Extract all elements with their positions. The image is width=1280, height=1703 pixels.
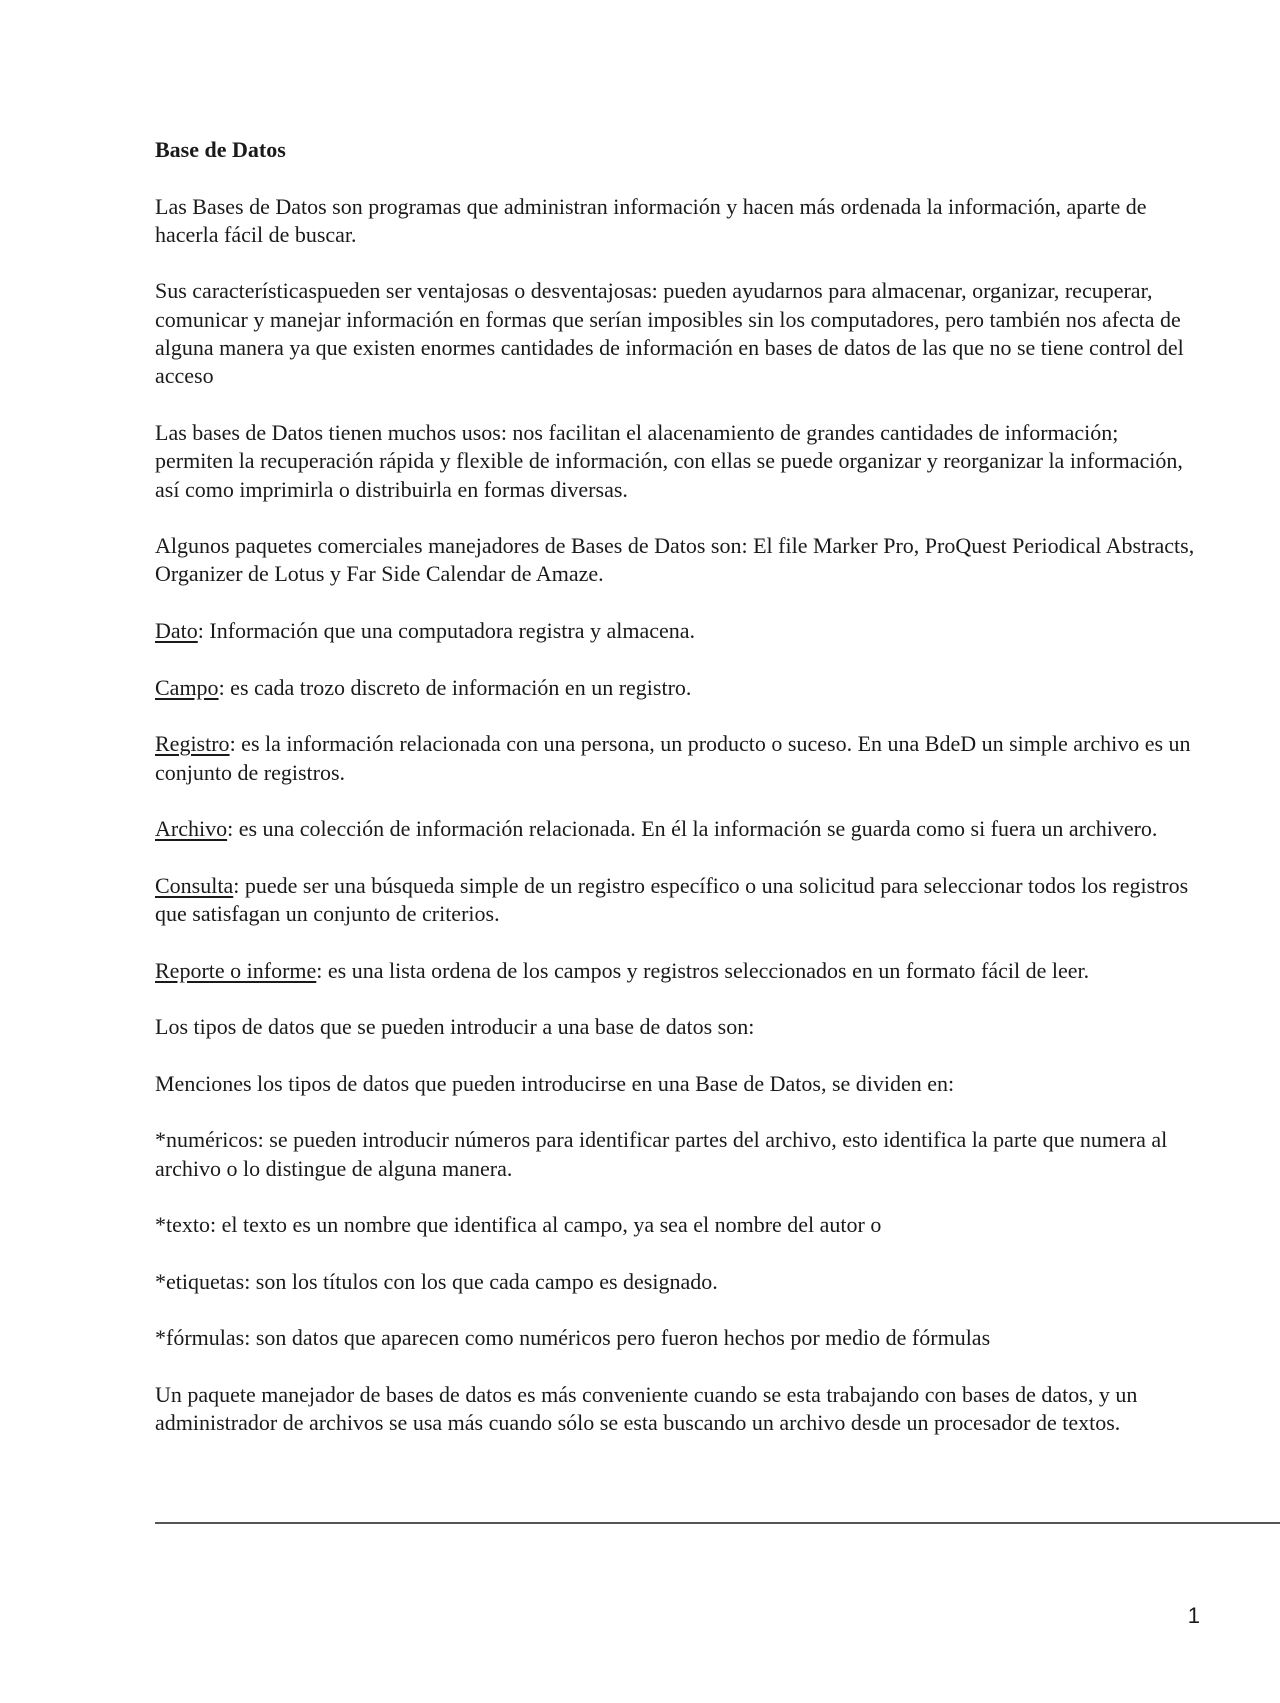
definition-reporte — [155, 957, 1200, 985]
type-etiquetas: *etiquetas: son los títulos con los que cada campo es designado. — [155, 1268, 718, 1294]
term-archivo: Archivo — [155, 816, 228, 842]
document-body — [155, 136, 1200, 1466]
definition-campo-text: : es cada trozo discreto de información en un registro. — [218, 674, 692, 700]
type-formulas: *fórmulas: son datos que aparecen como numéricos pero fueron hechos por medio de fórmulas — [155, 1325, 991, 1351]
paragraph-closing: Un paquete manejador de bases de datos es más conveniente cuando se esta trabajando con bases de datos, y un administrador de archivos se usa más cuando sólo se esta buscando un archivo desde un procesador de textos. — [155, 1382, 1138, 1436]
definition-consulta — [155, 872, 1200, 929]
term-campo: Campo — [155, 674, 219, 700]
definition-campo — [155, 674, 1200, 702]
paragraph-uses: Las bases de Datos tienen muchos usos: nos facilitan el alacenamiento de grandes cantidades de información; permiten la recuperación rápida y flexible de información, con ellas se puede organizar y reorganizar la información, así como imprimirla o distribuirla en formas diversas. — [155, 419, 1183, 502]
footer-divider — [155, 1522, 1280, 1524]
type-numericos: *numéricos: se pueden introducir números para identificar partes del archivo, esto identifica la parte que numera al archivo o lo distingue de alguna manera. — [155, 1127, 1168, 1181]
types-intro-2: Menciones los tipos de datos que pueden introducirse en una Base de Datos, se dividen en: — [155, 1070, 955, 1096]
term-consulta: Consulta — [155, 872, 234, 898]
page-number: 1 — [1187, 1603, 1200, 1628]
term-registro: Registro — [155, 731, 230, 757]
paragraph-characteristics: Sus característicaspueden ser ventajosas o desventajosas: pueden ayudarnos para almacenar, organizar, recuperar, comunicar y manejar información en formas que serían imposibles sin los computadores, pero también nos afecta de alguna manera ya que existen enormes cantidades de información en bases de datos de las que no se tiene control del acceso — [155, 278, 1184, 389]
paragraph-packages: Algunos paquetes comerciales manejadores de Bases de Datos son: El file Marker Pro, ProQuest Periodical Abstracts, Organizer de Lotus y Far Side Calendar de Amaze. — [155, 533, 1195, 587]
definition-consulta-text: : puede ser una búsqueda simple de un registro específico o una solicitud para seleccionar todos los registros que satisfagan un conjunto de criterios. — [155, 872, 1189, 927]
definition-registro-text: : es la información relacionada con una persona, un producto o suceso. En una BdeD un simple archivo es un conjunto de registros. — [155, 731, 1191, 785]
term-dato: Dato — [155, 618, 198, 644]
definition-reporte-text: : es una lista ordena de los campos y registros seleccionados en un formato fácil de leer. — [316, 957, 1090, 983]
definition-dato — [155, 617, 1200, 645]
paragraph-intro: Las Bases de Datos son programas que administran información y hacen más ordenada la información, aparte de hacerla fácil de buscar. — [155, 193, 1147, 247]
term-reporte: Reporte o informe — [155, 957, 317, 983]
definition-dato-text: : Información que una computadora registra y almacena. — [197, 618, 695, 644]
definition-registro — [155, 730, 1200, 787]
types-intro-1: Los tipos de datos que se pueden introducir a una base de datos son: — [155, 1014, 755, 1040]
type-texto: *texto: el texto es un nombre que identifica al campo, ya sea el nombre del autor o — [155, 1212, 882, 1238]
definition-archivo-text: : es una colección de información relacionada. En él la información se guarda como si fuera un archivero. — [227, 816, 1158, 842]
definition-archivo — [155, 815, 1200, 843]
document-title: Base de Datos — [155, 137, 286, 162]
